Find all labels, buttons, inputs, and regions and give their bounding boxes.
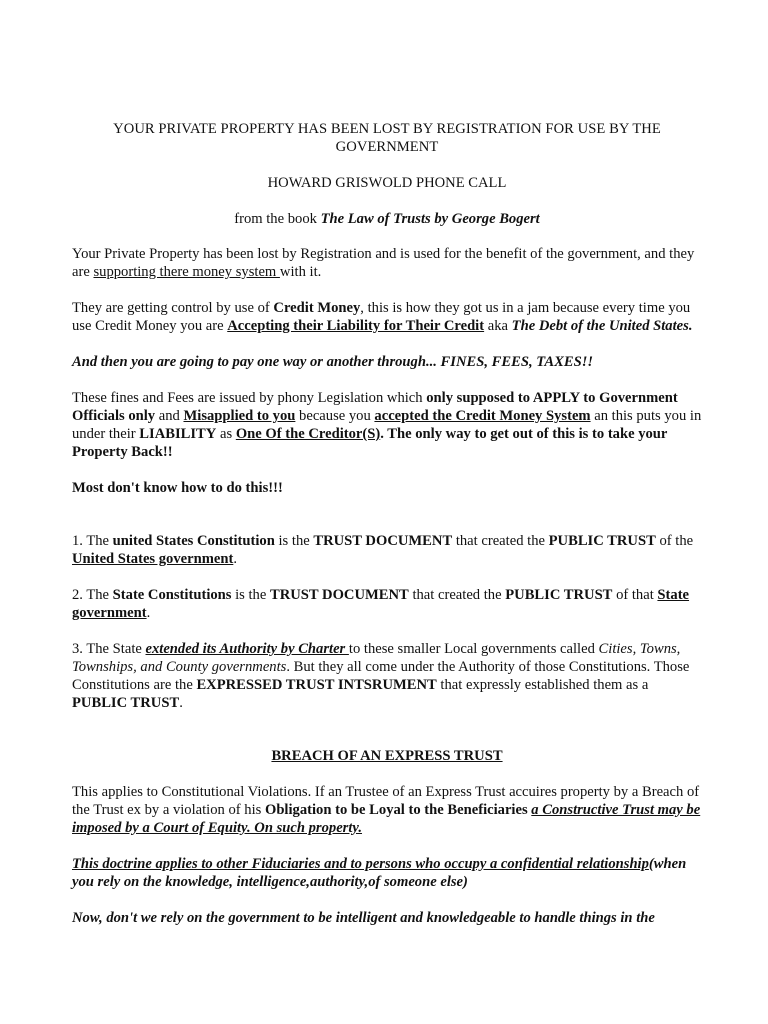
text-run-bold-underlined: One Of the Creditor(S) [235, 426, 381, 442]
text-run: 1. The [72, 533, 113, 549]
text-run: aka [484, 318, 512, 334]
text-run-bold-underlined: Misapplied to you [183, 408, 296, 424]
list-item-2 [72, 586, 702, 622]
text-run-bold-italic-underlined: This doctrine applies to other Fiduciaries and to persons who occupy a confidential relationship [72, 856, 649, 872]
document-subtitle: HOWARD GRISWOLD PHONE CALL [267, 175, 507, 191]
text-run-bold: united States Constitution [112, 533, 275, 549]
text-run-bold: TRUST DOCUMENT [269, 587, 409, 603]
section-heading-breach: BREACH OF AN EXPRESS TRUST [271, 748, 503, 764]
text-run-bold: State Constitutions [112, 587, 232, 603]
text-run-bold: PUBLIC TRUST [505, 587, 613, 603]
text-run-bold-underlined: accepted the Credit Money System [374, 408, 591, 424]
text-run: to these smaller Local governments called [348, 641, 599, 657]
paragraph-registration [72, 245, 702, 281]
text-run-bold-italic-underlined: extended its Authority by Charter [145, 641, 349, 657]
text-run: , this is how they got us in a jam because every time you use Credit Money you are [72, 300, 691, 334]
text-run-bold: Credit Money [273, 300, 361, 316]
paragraph-doctrine [72, 855, 702, 891]
text-run: that expressly established them as a [436, 677, 649, 693]
paragraph-rely-on-government: Now, don't we rely on the government to be intelligent and knowledgeable to handle things in the [72, 910, 655, 926]
text-run: an this puts you in under their [72, 408, 702, 442]
text-run-bold-italic: The Debt of the United States. [511, 318, 693, 334]
text-run-bold-underlined: State government [72, 587, 690, 621]
list-item-1 [72, 532, 702, 568]
text-run: that created the [408, 587, 506, 603]
paragraph-fines-fees-taxes: And then you are going to pay one way or another through... FINES, FEES, TAXES!! [72, 354, 594, 370]
text-run: . [179, 695, 183, 711]
text-run: as [216, 426, 236, 442]
paragraph-most-dont-know: Most don't know how to do this!!! [72, 480, 283, 496]
text-run: They are getting control by use of [72, 300, 274, 316]
text-run-bold: only supposed to APPLY to Government Officials only [72, 390, 678, 424]
paragraph-phony-legislation [72, 389, 702, 461]
text-run-bold: TRUST DOCUMENT [313, 533, 453, 549]
text-run-bold-underlined: United States government [72, 551, 234, 567]
text-run: . [233, 551, 237, 567]
text-run: is the [274, 533, 314, 549]
text-run: . [146, 605, 151, 621]
text-run: Your Private Property has been lost by Registration and is used for the benefit of the government, and they are [72, 246, 695, 280]
text-run: and [155, 408, 184, 424]
text-run: . But they all come under the Authority of those Constitutions. Those Constitutions are the [72, 659, 690, 693]
text-run-bold: PUBLIC TRUST [72, 695, 180, 711]
text-run: because you [295, 408, 375, 424]
text-run: with it. [279, 264, 322, 280]
text-run-bold: LIABILITY [139, 426, 217, 442]
text-run: that created the [452, 533, 549, 549]
text-run-underlined: supporting there money system [93, 264, 280, 280]
text-run: of the [655, 533, 694, 549]
text-run-bold-underlined: Accepting their Liability for Their Credit [227, 318, 485, 334]
source-line [72, 210, 702, 228]
text-run: 3. The State [72, 641, 146, 657]
text-run-bold-italic-underlined: a Constructive Trust may be imposed by a Court of Equity. On such property. [72, 802, 701, 836]
document-page [72, 120, 702, 927]
paragraph-credit-money [72, 299, 702, 335]
source-book-title: The Law of Trusts by George Bogert [320, 211, 540, 227]
text-run-bold: PUBLIC TRUST [548, 533, 656, 549]
document-title: YOUR PRIVATE PROPERTY HAS BEEN LOST BY REGISTRATION FOR USE BY THE GOVERNMENT [113, 121, 661, 155]
text-run-bold: Obligation to be Loyal to the Beneficiaries [264, 802, 528, 818]
paragraph-constitutional-violations [72, 783, 702, 837]
text-run: These fines and Fees are issued by phony Legislation which [72, 390, 427, 406]
text-run: This applies to Constitutional Violations. If an Trustee of an Express Trust accuires property by a Breach of the Trust ex by a violation of his [72, 784, 700, 818]
text-run: is the [231, 587, 270, 603]
text-run-italic: Cities, Towns, Townships, and County governments [72, 641, 681, 675]
list-item-3 [72, 640, 702, 712]
source-prefix: from the book [234, 211, 321, 227]
text-run-bold-italic: (when you rely on the knowledge, intelligence,authority,of someone else) [72, 856, 687, 890]
text-run-bold: EXPRESSED TRUST INTSRUMENT [196, 677, 437, 693]
text-run-bold: . The only way to get out of this is to take your Property Back!! [72, 426, 668, 460]
text-run: of that [612, 587, 658, 603]
text-run: 2. The [72, 587, 113, 603]
